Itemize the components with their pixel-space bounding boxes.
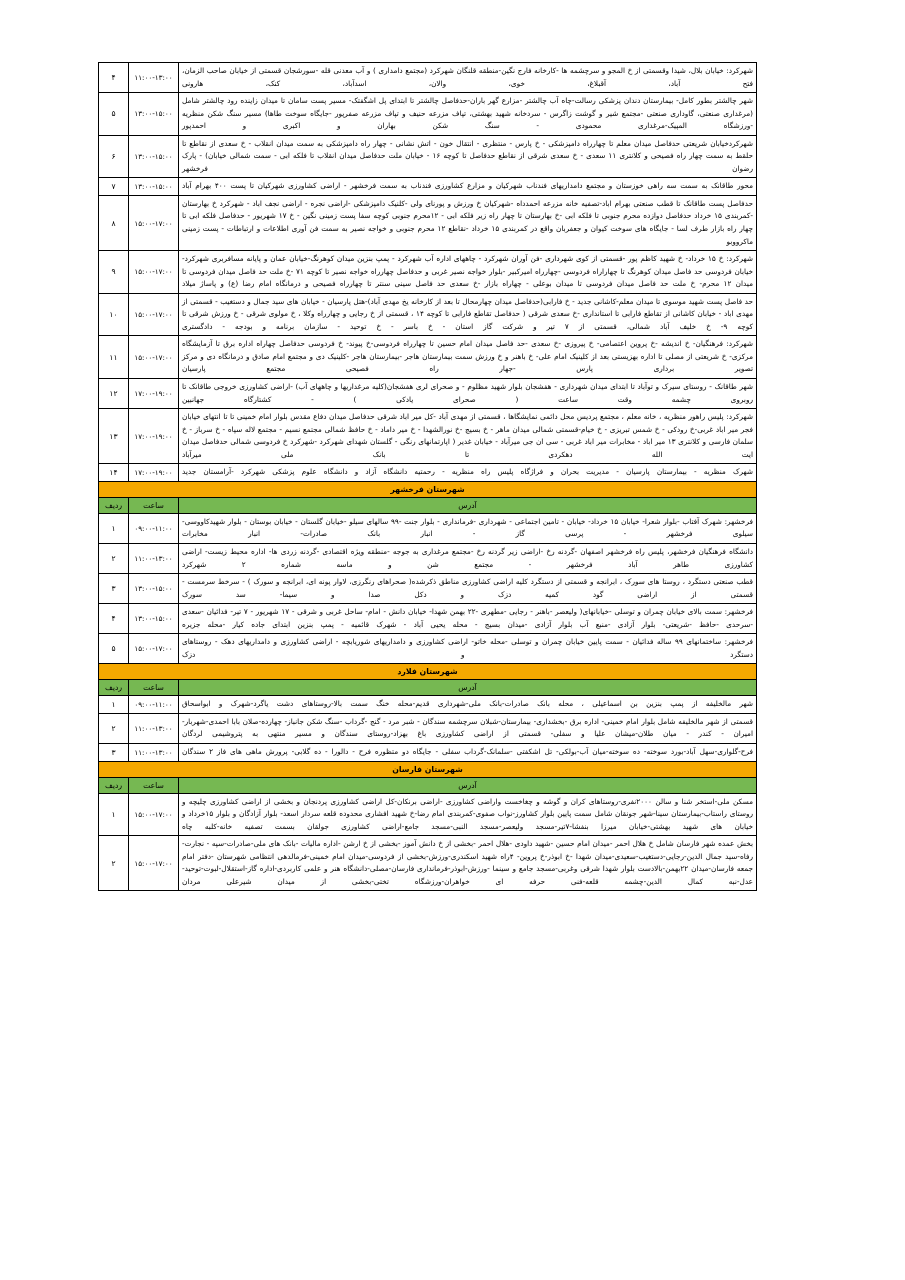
column-header-rownum: ردیف	[99, 497, 129, 513]
county-header-row	[99, 761, 757, 777]
outage-time-cell: ۱۵:۰۰-۱۷:۰۰	[129, 836, 179, 891]
outage-time-cell: ۰۹:۰۰-۱۱:۰۰	[129, 696, 179, 714]
table-row	[99, 543, 757, 573]
column-header-rownum: ردیف	[99, 777, 129, 793]
outage-rownum-cell: ۴	[99, 604, 129, 634]
table-body	[99, 63, 757, 891]
outage-time-cell: ۱۱:۰۰-۱۳:۰۰	[129, 743, 179, 761]
outage-address-cell: فرخشهر: سمت بالای خیابان چمران و توسلی -خیابانهای( ولیعصر -باهنر - رجایی -مطهری -۲۲ بهمن شهدا- خیابان دانش - امام- ساحل غربی و شرقی - ۱۷ شهریور - ۷ تیر- فدائیان -سعدی -سرحدی -حافظ -شریعتی- بلوار آزادی -منبع آب بلوار آزادی -میدان بسیج - محله یحیی آباد - شهرک قائمیه - پمپ بنزین ابتدای جاده کیار -محله جزیره	[179, 604, 757, 634]
table-row	[99, 379, 757, 409]
outage-rownum-cell: ۳	[99, 743, 129, 761]
table-row	[99, 713, 757, 743]
outage-rownum-cell: ۳	[99, 574, 129, 604]
county-header-row	[99, 664, 757, 680]
outage-address-cell: شهرک منظریه - بیمارستان پارسیان - مدیریت بحران و فراژگاه پلیس راه منظریه - رحمتیه دانشگاه آزاد و دانشگاه علوم پزشکی شهرکرد -آرامستان جدید	[179, 464, 757, 482]
outage-time-cell: ۱۱:۰۰-۱۳:۰۰	[129, 63, 179, 93]
table-row	[99, 634, 757, 664]
column-header-time: ساعت	[129, 497, 179, 513]
column-header-row	[99, 680, 757, 696]
outage-time-cell: ۱۵:۰۰-۱۷:۰۰	[129, 293, 179, 336]
table-row	[99, 293, 757, 336]
table-row	[99, 409, 757, 464]
table-row	[99, 696, 757, 714]
outage-rownum-cell: ۵	[99, 93, 129, 136]
outage-time-cell: ۱۵:۰۰-۱۷:۰۰	[129, 793, 179, 836]
column-header-row	[99, 777, 757, 793]
outage-rownum-cell: ۱۲	[99, 379, 129, 409]
county-title: شهرستان فلارد	[99, 664, 757, 680]
outage-time-cell: ۱۵:۰۰-۱۷:۰۰	[129, 195, 179, 250]
table-row	[99, 93, 757, 136]
outage-time-cell: ۱۳:۰۰-۱۵:۰۰	[129, 178, 179, 196]
table-row	[99, 464, 757, 482]
table-row	[99, 63, 757, 93]
table-row	[99, 574, 757, 604]
county-title: شهرستان فرخشهر	[99, 481, 757, 497]
county-header-row	[99, 481, 757, 497]
outage-rownum-cell: ۲	[99, 543, 129, 573]
column-header-address: آدرس	[179, 777, 757, 793]
outage-address-cell: شهرکرد: خیابان بلال، شیدا وقسمتی از خ المجو و سرچشمه ها -کارخانه فارج نگین-منطقه قلنگان شهرکرد (مجتمع دامداری ) و آب معدنی قله -سورشجان قسمتی از خیابان صاحب الزمان، فتح آباد، آقبلاغ، خوی، والان، اسدآباد، کنک، هارونی	[179, 63, 757, 93]
outage-time-cell: ۱۷:۰۰-۱۹:۰۰	[129, 464, 179, 482]
table-row	[99, 513, 757, 543]
outage-address-cell: فرخشهر: ساختمانهای ۹۹ ساله فدائیان - سمت پایین خیابان چمران و توسلی -محله خاتو- اراضی کشاورزی و دامداریهای شوریابچه - اراضی کشاورزی و دامداریهای دهک - روستاهای دستگرد و دزک	[179, 634, 757, 664]
outage-time-cell: ۱۳:۰۰-۱۵:۰۰	[129, 93, 179, 136]
table-row	[99, 251, 757, 294]
outage-time-cell: ۱۵:۰۰-۱۷:۰۰	[129, 251, 179, 294]
outage-time-cell: ۱۱:۰۰-۱۳:۰۰	[129, 713, 179, 743]
outage-schedule-table	[98, 62, 757, 891]
outage-time-cell: ۱۳:۰۰-۱۵:۰۰	[129, 574, 179, 604]
outage-rownum-cell: ۲	[99, 713, 129, 743]
outage-address-cell: شهرکرد: فرهنگیان- خ اندیشه -خ پروین اعتصامی- خ پیروزی -خ سعدی -حد فاصل میدان امام حسین تا چهارراه فردوسی-خ پیوند- خ فردوسی حدفاصل چهاراه اداره برق تا آزمایشگاه مرکزی- خ شریعتی از مصلی تا اداره بهزیستی بعد از کلینیک امام علی- خ باهنر و خ ورزش سمت بیمارستان هاجر -بیمارستان هاجر -کلینیک دی و مجتمع امام صادق و درمانگاه دی و مرکز تصویر برداری پارس -جهار راه فصیحی مجتمع پارسیان	[179, 336, 757, 379]
outage-address-cell: شهر مالخلیفه از پمپ بنزین بن اسماعیلی ، محله بانک صادرات-بانک ملی-شهرداری قدیم-محله خنگ سمت بالا-روستاهای دشت یاگرد-شهرک و ابواسحاق	[179, 696, 757, 714]
outage-address-cell: حدفاصل پست طاقانک تا قطب صنعتی بهرام اباد-تصفیه خانه مزرعه احمدداه -شهرکیان خ ورزش و پورنای ولی -کلنیک دامپزشکی -اراضی نجره - اراضی نجف اباد - شهرکرد خ بهارستان -کمربندی ۱۵ خرداد حدفاصل دوازده محرم جنوبی تا فلکه ابی -خ بهارستان تا چهار راه زیر فلکه ابی - ۱۲محرم جنوبی کوچه سفا پست زمینی نگین - خ ۱۷ شهریور - حدفاصل فلکه ابی تا چهار راه بازار طرف لسا - جایگاه های سوخت کیوان و جعفربان واقع در کمربندی ۱۵ خرداد -نقاطع ۱۲ محرم جنوبی و خواجه نصیر به سمت فن آوری اطلاعات و ارتباطات - پست زمینی ماکرووبو	[179, 195, 757, 250]
table-row	[99, 604, 757, 634]
outage-address-cell: شهر چالشتر بطور کامل- بیمارستان دندان پزشکی رسالت-چاه آب چالشتر -مزارع گهر باران-حدفاصل چالشتر تا ابتدای پل اشگفتک- مسیر پست سامان تا میدان زاینده رود چالشتر شامل (مرغداری صنعتی، گاوداری صنعتی -مجتمع شیر و گوشت زاگرس - سردخانه شهید بهشتی، تپاف مزرعه حنیف و تپاف مزرعه صفرپور -جایگاه سوخت طاها) مسیر سنگ شکن منظریه -ورزشگاه المپیک-مرغداری محمودی - سنگ شکن بهاران و اکبری و احمدپور	[179, 93, 757, 136]
outage-time-cell: ۱۵:۰۰-۱۷:۰۰	[129, 336, 179, 379]
outage-address-cell: فرخشهر: شهرک آفتاب -بلوار شعرا- خیابان ۱۵ خرداد- خیابان - تامین اجتماعی - شهرداری -فرمانداری - بلوار جنت -۹۹ سالهای سیلو -خیابان گلستان - خیابان بوستان - بلوار شهیدکاووسی- سیلوی فرخشهر - پرسی گاز - انبار بانک صادرات- انبار مخابرات	[179, 513, 757, 543]
outage-rownum-cell: ۱	[99, 513, 129, 543]
outage-rownum-cell: ۱۴	[99, 464, 129, 482]
outage-rownum-cell: ۱	[99, 793, 129, 836]
outage-address-cell: دانشگاه فرهنگیان فرخشهر، پلیس راه فرخشهر اصفهان -گردنه رخ -اراضی زیر گردنه رخ -مجتمع مرغداری به جوجه -منطقه ویژه اقتصادی -گردنه زردی ها- اداره محیط زیست- اراضی کشاورزی طاهر آباد فرخشهر - مجتمع شن و ماسه شماره ۲ شهرکرد	[179, 543, 757, 573]
table-row	[99, 336, 757, 379]
outage-time-cell: ۱۳:۰۰-۱۵:۰۰	[129, 135, 179, 178]
outage-address-cell: محور طاقانک به سمت سه راهی خوزستان و مجتمع دامداریهای فندناب شهرکیان و مزارع کشاورزی فندناب به سمت فرخشهر - اراضی کشاورزی شهرکیان تا پست ۴۰۰ بهرام آباد	[179, 178, 757, 196]
outage-address-cell: شهرکرد: پلیس راهور منظریه ، خانه معلم ، مجتمع پردیس محل دائمی نمایشگاها ، قسمتی از مهدی آباد -کل میر اباد شرقی حدفاصل میدان دفاع مقدس بلوار امام خمینی تا تا انتهای خیابان فجر میر اباد غربی-خ رودکی - خ شمس تبریزی - خ خیام-قسمتی شمالی میدان ماهر - خ بسیج -خ نورالشهدا - خ میر داماد - خ حافظ شمالی مجتمع نسیم - مجتمع لاله سپاه - خ سرباز - خ سلمان فارسی و کلانتری ۱۳ میر اباد - مخابرات میر اباد غربی - سی ان جی میرآباد - خیابان غدیر ( اپارتمانهای رنگی - گلستان شهدای شهرکرد -شهرکرد خ فردوسی شمالی حدفاصل میدان ایت الله دهکردی تا بانک ملی میرآباد	[179, 409, 757, 464]
outage-address-cell: بخش عمده شهر فارسان شامل خ هلال احمر -میدان امام حسین -شهید داودی -هلال احمر -بخشی از خ دانش آموز -بخشی از خ ارشن -اداره مالیات -بانک های ملی-صادرات-سپه - نجارت-رفاه-سید جمال الدین-رجایی-دستغیب-سعیدی-میدان شهدا -خ ابوذر-خ پروین- ۴راه شهید اسکندری-ورزش-بخشی از فردوسی-میدان امام خمینی-فرمالدهی انتظامی شهرستان -دفتر امام جمعه فارسان-میدان ۲۲بهمن-بالادست بلوار شهدا شرقی وغربی-مسجد جامع و سینما -ورزش-ابوذر-فرمانداری فارسان-مصلی-دانشگاه هنر و علمی کاربردی-اداره گاز-استقلال-لبوت-توحید-عدل-نبه کمال الدین-چشمه قلعه-فنی حرفه ای خواهران-ورزشگاه تختی-بخشی از میدان شیرعلی مردان	[179, 836, 757, 891]
outage-address-cell: شهر طاقانک - روستای سیرک و توآباد تا ابتدای میدان شهرداری - هفشجان بلوار شهید مظلوم - و صحرای لری هفشجان(کلیه مرغداریها و چاههای آب) -اراضی کشاورزی خروجی طاقانک تا روبروی چشمه وقت ساعت ( صحرای یادکی ) - کشتارگاه جهانبین	[179, 379, 757, 409]
outage-address-cell: شهرکردخیابان شریعتی حدفاصل میدان معلم تا چهارراه دامپزشکی - خ پارس - منتظری - انتقال خون - اتش نشانی - چهار راه دامپزشکی به سمت میدان انقلاب - خ سعدی از نقاطع تا حلقط به سمت چهار راه فصیحی و کلانتری ۱۱ سعدی - خ سعدی شرقی از نقاطع حدفاصل تا کوچه ۱۶ - خیابان ملت حدفاصل میدان انقلاب تا فلکه ابی - سمت شمالی خیابان) - پارک رضوان فرخشهر	[179, 135, 757, 178]
table-row	[99, 743, 757, 761]
column-header-row	[99, 497, 757, 513]
outage-rownum-cell: ۱۳	[99, 409, 129, 464]
outage-address-cell: فرح-گلواری-سهل آباد-بورد سوخته- ده سوخته-میان آب-بولکی- تل اشکفتی -سلمانک-گرداب سفلی - جایگاه دو متظوره فرح - دالورا - ده گلابی- پرورش ماهی های فاز ۲ سندگان	[179, 743, 757, 761]
outage-rownum-cell: ۱	[99, 696, 129, 714]
outage-time-cell: ۰۹:۰۰-۱۱:۰۰	[129, 513, 179, 543]
table-row	[99, 195, 757, 250]
outage-address-cell: قطب صنعتی دستگرد ، روستا های سورک ، ابرانجه و قسمتی از دستگرد کلیه اراضی کشاورزی مناطق ذکرشده( صحراهای رنگرزی، لاوار پونه ای، ابرانجه و سورک ) - سرخط سرمست - قسمتی از اراضی گود کمیه دزک و دکل صدا و سیما- سد سورک	[179, 574, 757, 604]
outage-time-cell: ۱۷:۰۰-۱۹:۰۰	[129, 409, 179, 464]
outage-rownum-cell: ۵	[99, 634, 129, 664]
outage-rownum-cell: ۴	[99, 63, 129, 93]
column-header-time: ساعت	[129, 777, 179, 793]
table-row	[99, 135, 757, 178]
outage-rownum-cell: ۷	[99, 178, 129, 196]
table-row	[99, 178, 757, 196]
column-header-rownum: ردیف	[99, 680, 129, 696]
outage-time-cell: ۱۱:۰۰-۱۳:۰۰	[129, 543, 179, 573]
outage-rownum-cell: ۲	[99, 836, 129, 891]
column-header-time: ساعت	[129, 680, 179, 696]
outage-address-cell: شهرکرد: خ ۱۵ خرداد- خ شهید کاظم پور -قسمتی از کوی شهرداری -فن آوران شهرکرد - چاههای اداره آب شهرکرد - پمپ بنزین میدان کوهرنگ-خیابان عمان و پایانه مسافربری شهرکرد- خیابان فردوسی حد فاصل میدان کوهرنگ تا چهاراراه فردوسی -چهارراه امیرکبیر -بلوار خواجه نصیر غربی و حدفاصل چهارراه خواجه نصیر تا کوچه ۷۱ -خ ملت حد فاصل میدان فردوسی تا میدان ۱۲ محرم- خ ملت حد فاصل میدان فردوسی تا میدان بوعلی - چهاراه بازار -خ سعدی حد فاصل سینی سنتر تا چهارراه فصیحی و درمانگاه امام رضا (ع) و پاساژ میلاد	[179, 251, 757, 294]
column-header-address: آدرس	[179, 497, 757, 513]
outage-address-cell: قسمتی از شهر مالخلیفه شامل بلوار امام خمینی- اداره برق -بخشداری- بیمارستان-شبلان سرچشمه سندگان - شبر مرد - گنج -گرداب -سنگ شکن جانباز- چهارده-صلان بابا احمدی-شهربار-امیران - کندر - میان طلان-میشان علیا و سفلی- قسمتی از اراضی کشاورزی باغ بهزاد-روستای سندگان و مسیر منتهی به پتروشیمی لردگان	[179, 713, 757, 743]
outage-time-cell: ۱۵:۰۰-۱۷:۰۰	[129, 634, 179, 664]
outage-time-cell: ۱۷:۰۰-۱۹:۰۰	[129, 379, 179, 409]
outage-rownum-cell: ۹	[99, 251, 129, 294]
outage-rownum-cell: ۸	[99, 195, 129, 250]
column-header-address: آدرس	[179, 680, 757, 696]
county-title: شهرستان فارسان	[99, 761, 757, 777]
outage-rownum-cell: ۱۰	[99, 293, 129, 336]
outage-time-cell: ۱۳:۰۰-۱۵:۰۰	[129, 604, 179, 634]
outage-address-cell: حد فاصل پست شهید موسوی تا میدان معلم-کاشانی جدید - خ فارابی(حدفاصل میدان چهارمحال تا بعد از کارخانه یخ مهدی آباد)-هتل پارسیان - خیابان های سید جمال و دستغیب - قسمتی از مهدی اباد - خیابان کاشانی از تقاطع فارابی تا استانداری -خ سعدی شرقی ( حدفاصل تقاطع فارابی تا کوچه ۱۴ ، قسمتی از خ رجایی و چهارراه وکلا ، خ مولوی شرقی - خ ورزش شرقی تا کوچه ۹- خ خلیف آباد شمالی، قسمتی از ۷ تیر و شرکت گاز استان - خ باسر - خ توحید - سازمان برنامه و بودجه - دادگستری	[179, 293, 757, 336]
outage-address-cell: مسکن ملی-استخر شنا و سالن ۲۰۰۰نفری-روستاهای کران و گوشه و چغاخست واراضی کشاورزی -اراضی برنکان-کل اراضی کشاورزی پردنجان و بخشی از اراضی کشاورزی چلیچه و روستای راستاب-بیمارستان سینا-شهر جونقان شامل سمت پایین بلوار کشاورز-نواب صفوی-کمربندی امام رضا-خ شهید افشاری محدوده قلعه سردار اسعد- بلوار آزادگان و بلوار ۱۵خرداد و خیابان های شهید بهشتی-خیابان میرزا بنفشا-۷تیر-مسجد ولیعصر-مسجد النبی-مسجد جامع-اراضی کشاورزی جولقان بسمت تصفیه خانه-کلبه چاه	[179, 793, 757, 836]
table-row	[99, 836, 757, 891]
table-row	[99, 793, 757, 836]
outage-rownum-cell: ۶	[99, 135, 129, 178]
outage-rownum-cell: ۱۱	[99, 336, 129, 379]
